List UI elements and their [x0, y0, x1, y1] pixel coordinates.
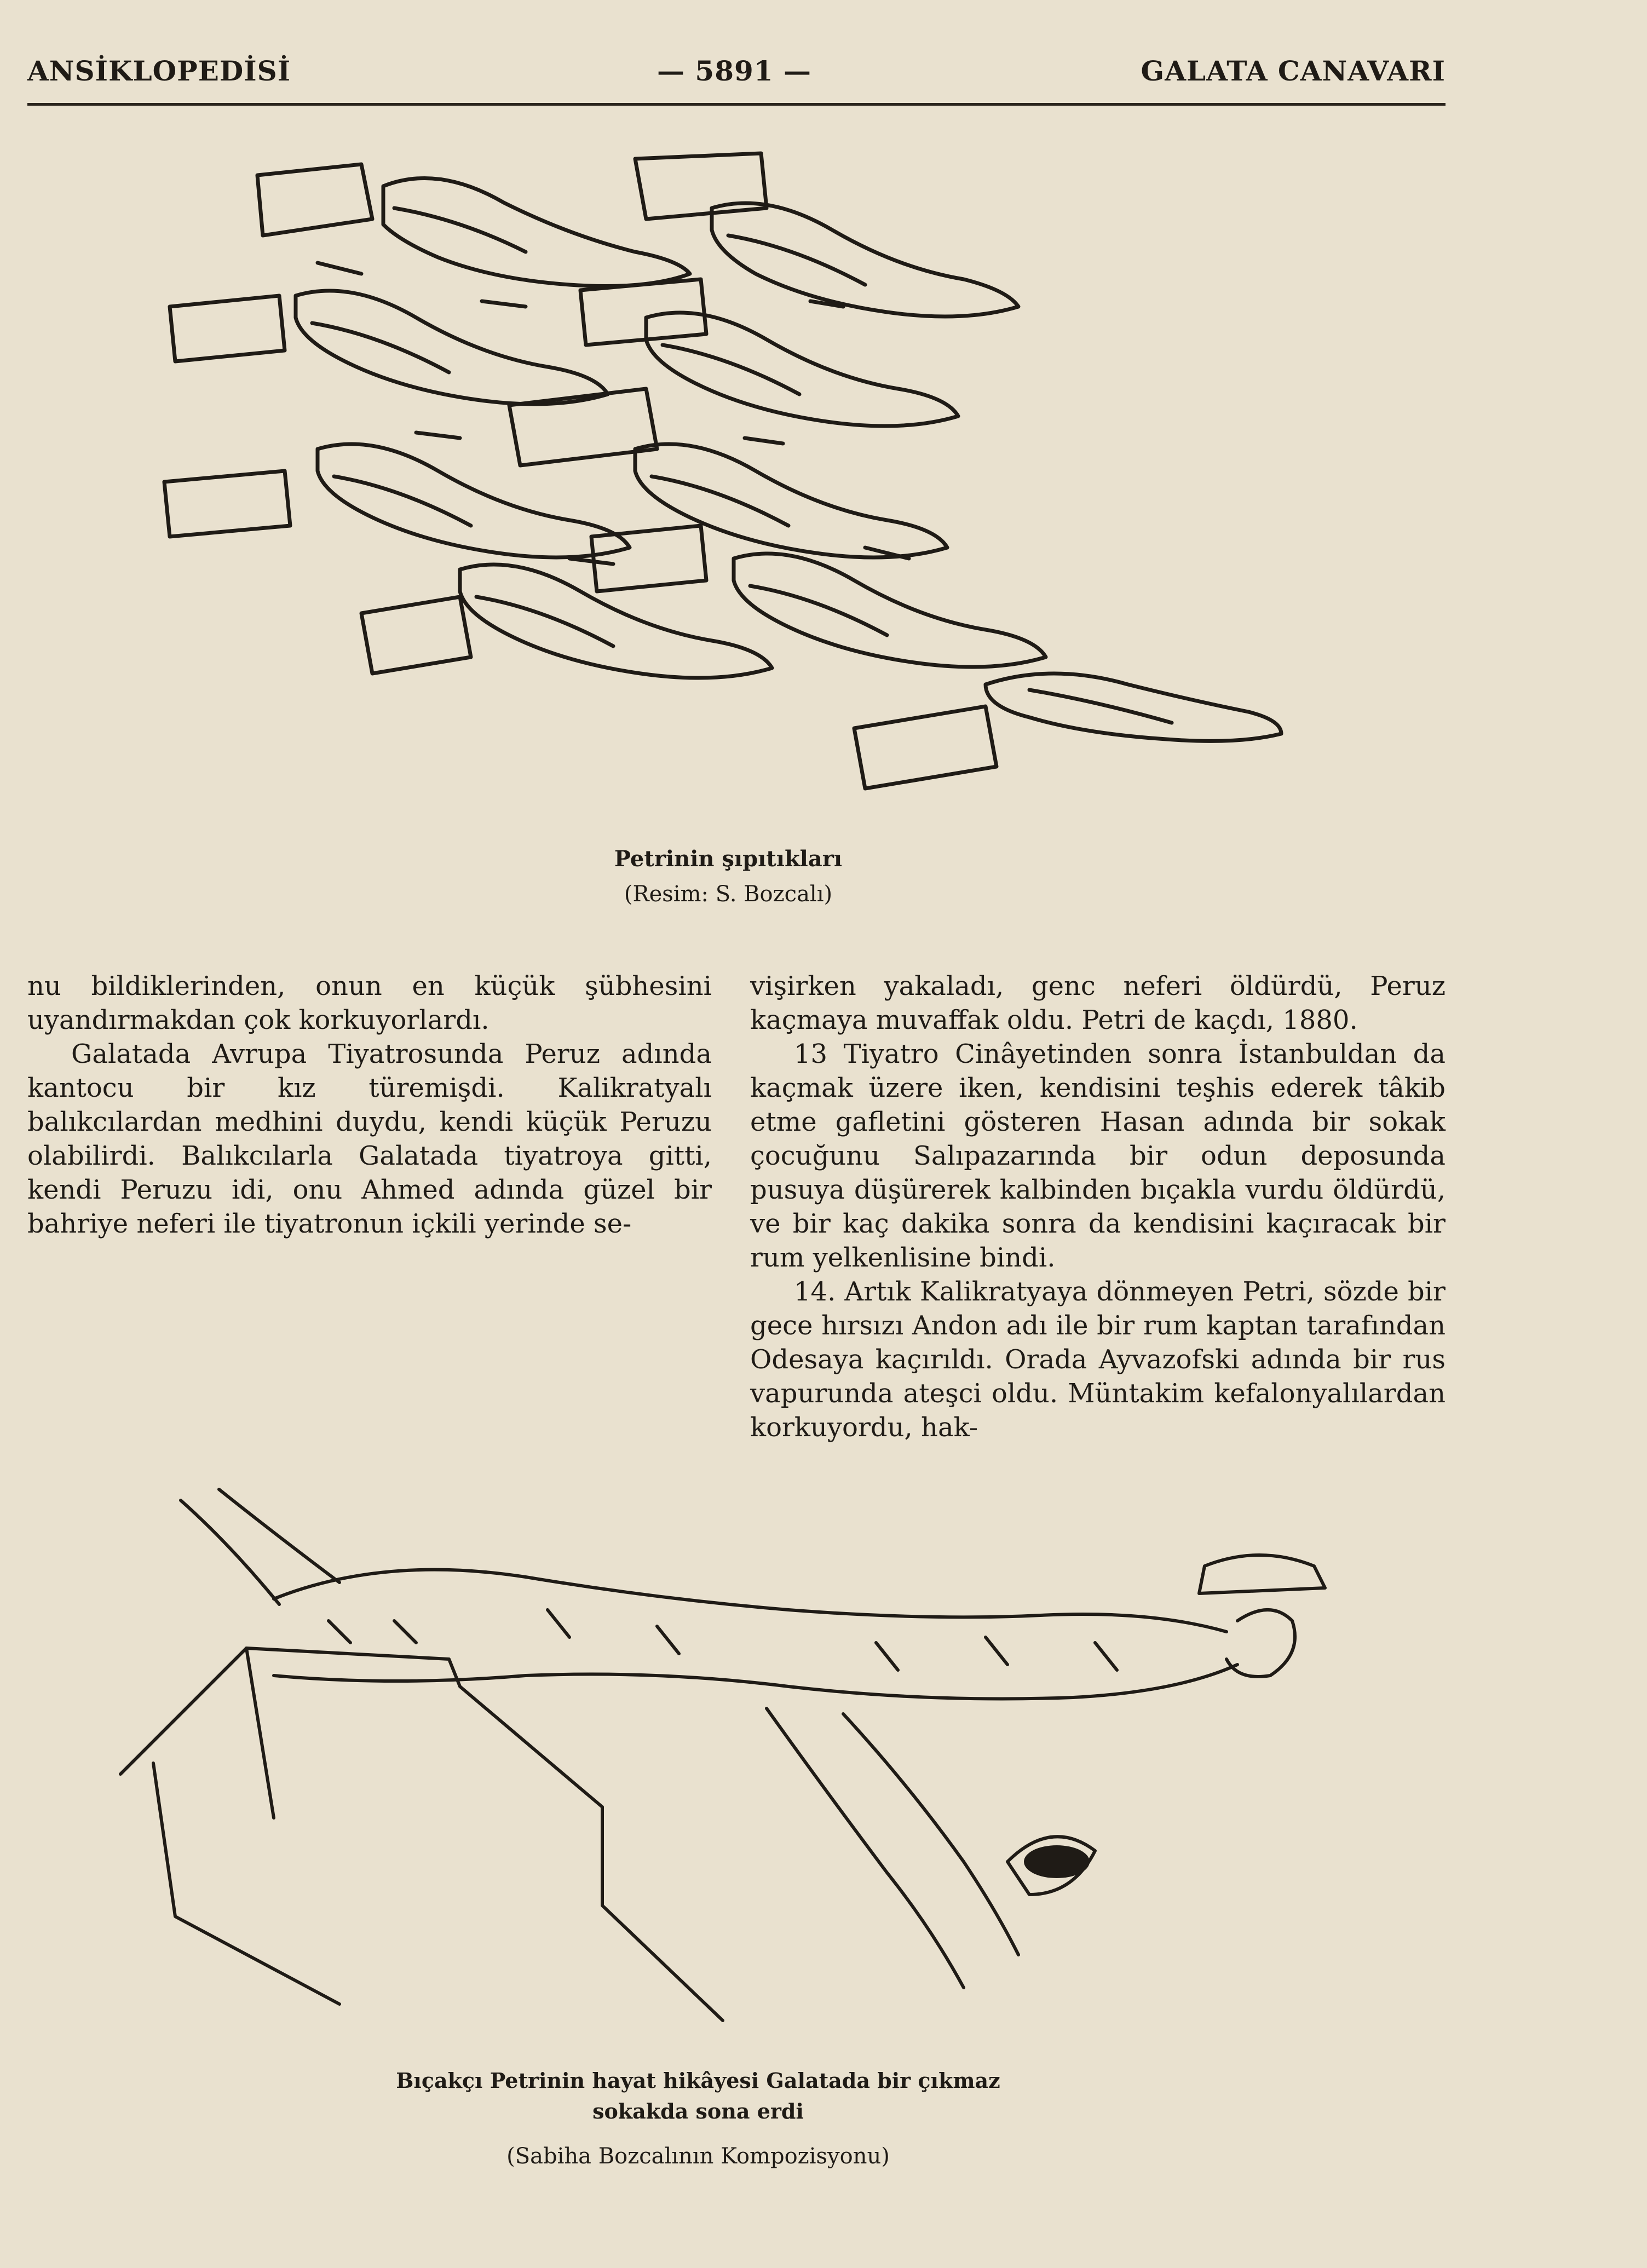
- figure2-caption-credit: (Sabiha Bozcalının Kompozisyonu): [506, 2144, 890, 2169]
- right-paragraph-1: vişirken yakaladı, genc neferi öldürdü, Peruz kaçmaya muvaffak oldu. Petri de kaçdı, 1880.: [750, 971, 1446, 1035]
- left-text-column: [27, 969, 712, 1241]
- alley-drawing: [110, 1478, 1396, 2048]
- figure1-caption-title: Petrinin şıpıtıkları: [614, 846, 843, 872]
- shoes-illustration: [153, 142, 1336, 832]
- figure2-caption-line2: sokakda sona erdi: [592, 2099, 804, 2123]
- right-text-column: [750, 969, 1446, 1444]
- header-left-title: ANSİKLOPEDİSİ: [27, 55, 291, 87]
- left-paragraph-1: nu bildiklerinden, onun en küçük şübhesini uyandırmakdan çok korkuyorlardı.: [27, 971, 712, 1035]
- shoes-drawing: [153, 142, 1336, 832]
- figure2-caption-line1: Bıçakçı Petrinin hayat hikâyesi Galatada bir çıkmaz: [396, 2068, 1000, 2093]
- header-right-title: GALATA CANAVARI: [1141, 55, 1446, 87]
- figure1-caption-credit: (Resim: S. Bozcalı): [624, 882, 833, 907]
- page-header: [27, 55, 1446, 99]
- right-paragraph-3: 14. Artık Kalikratyaya dönmeyen Petri, sözde bir gece hırsızı Andon adı ile bir rum kaptan tarafından Odesaya kaçırıldı. Orada Ayvazofski adında bir rus vapurunda ateşci oldu. Müntakim kefalonyalılardan korkuyordu, hak-: [750, 1276, 1446, 1443]
- left-paragraph-2: Galatada Avrupa Tiyatrosunda Peruz adında kantocu bir kız türemişdi. Kalikratyalı balıkcılardan medhini duydu, kendi küçük Peruzu olabilirdi. Balıkcılarla Galatada tiyatroya gitti, kendi Peruzu idi, onu Ahmed adında güzel bir bahriye neferi ile tiyatronun içkili yerinde se-: [27, 1039, 712, 1239]
- figure2-caption: [356, 2065, 1040, 2127]
- alley-illustration: [110, 1478, 1396, 2048]
- page-number: — 5891 —: [657, 55, 811, 87]
- right-paragraph-2: 13 Tiyatro Cinâyetinden sonra İstanbuldan da kaçmak üzere iken, kendisini teşhis ederek tâkib etme gafletini gösteren Hasan adında bir sokak çocuğunu Salıpazarında bir odun deposunda pusuya düşürerek kalbinden bıçakla vurdu öldürdü, ve bir kaç dakika sonra da kendisini kaçıracak bir rum yelkenlisine bindi.: [750, 1039, 1446, 1273]
- header-rule: [27, 103, 1446, 106]
